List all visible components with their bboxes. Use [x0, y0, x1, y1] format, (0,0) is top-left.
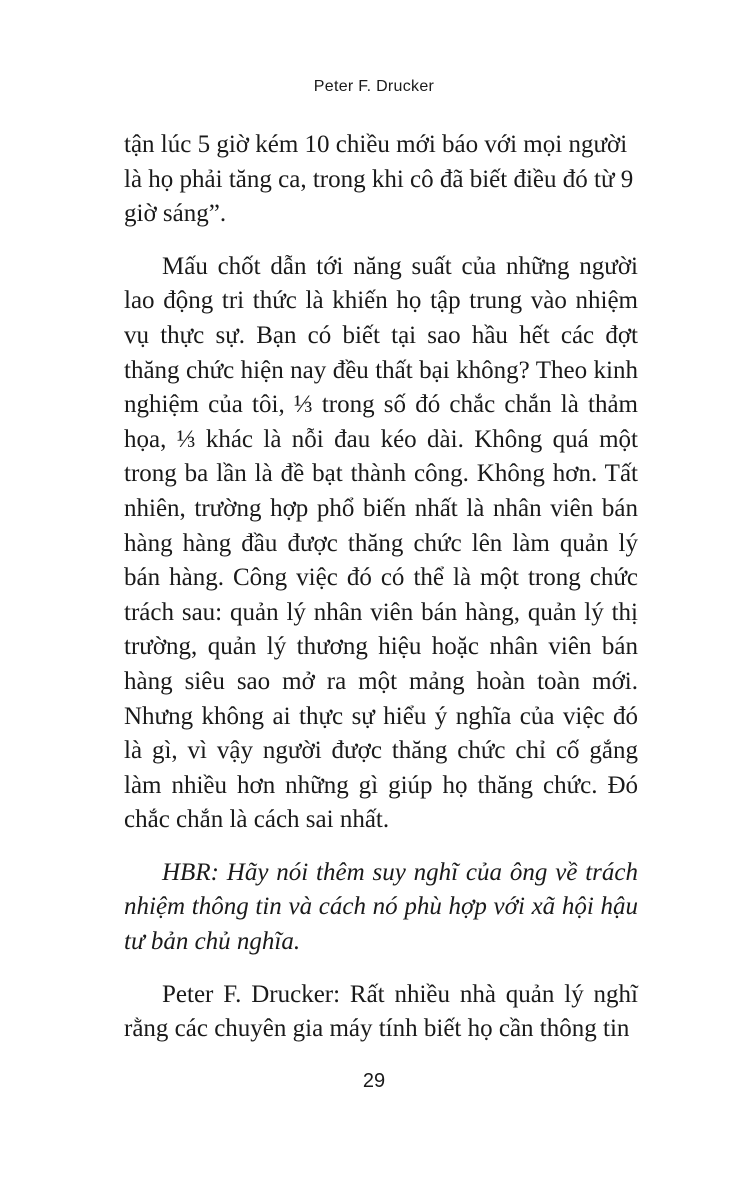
paragraph-drucker-answer: Peter F. Drucker: Rất nhiều nhà quản lý nghĩ rằng các chuyên gia máy tính biết họ cần thông tin [124, 980, 638, 1043]
page-number: 29 [362, 1070, 386, 1092]
body-text [124, 128, 638, 1065]
paragraph-hbr-question: HBR: Hãy nói thêm suy nghĩ của ông về trách nhiệm thông tin và cách nó phù hợp với xã hội hậu tư bản chủ nghĩa. [124, 858, 638, 956]
paragraph-continuation: tận lúc 5 giờ kém 10 chiều mới báo với mọi người là họ phải tăng ca, trong khi cô đã biết điều đó từ 9 giờ sáng”. [124, 131, 634, 228]
running-header: Peter F. Drucker [313, 78, 435, 95]
paragraph-promotion: Mấu chốt dẫn tới năng suất của những người lao động tri thức là khiến họ tập trung vào nhiệm vụ thực sự. Bạn có biết tại sao hầu hết các đợt thăng chức hiện nay đều thất bại không? Theo kinh nghiệm của tôi, ⅓ trong số đó chắc chắn là thảm họa, ⅓ khác là nỗi đau kéo dài. Không quá một trong ba lần là đề bạt thành công. Không hơn. Tất nhiên, trường hợp phổ biến nhất là nhân viên bán hàng hàng đầu được thăng chức lên làm quản lý bán hàng. Công việc đó có thể là một trong chức trách sau: quản lý nhân viên bán hàng, quản lý thị trường, quản lý thương hiệu hoặc nhân viên bán hàng siêu sao mở ra một mảng hoàn toàn mới. Nhưng không ai thực sự hiểu ý nghĩa của việc đó là gì, vì vậy người được thăng chức chỉ cố gắng làm nhiều hơn những gì giúp họ thăng chức. Đó chắc chắn là cách sai nhất. [124, 252, 638, 834]
